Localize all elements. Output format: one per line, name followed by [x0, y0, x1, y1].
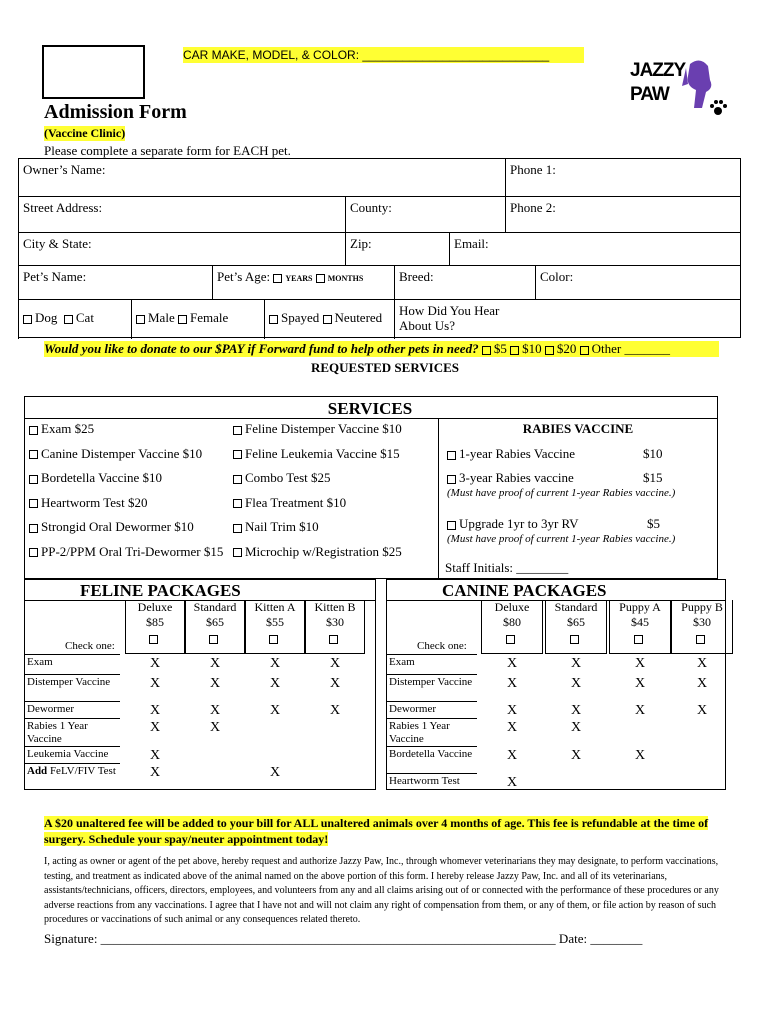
service-label: Combo Test $25: [245, 470, 331, 486]
included-mark: X: [570, 748, 582, 763]
how-hear-label: How Did You Hear About Us?: [399, 303, 500, 333]
pp2-checkbox[interactable]: [29, 548, 38, 557]
package-price: $85: [146, 615, 164, 629]
included-mark: X: [149, 720, 161, 735]
months-checkbox[interactable]: [316, 274, 325, 283]
services-title: SERVICES: [327, 399, 413, 418]
rabies-title: RABIES VACCINE: [522, 421, 634, 436]
rabies-3yr[interactable]: [447, 470, 707, 486]
included-mark: X: [570, 720, 582, 735]
altered-field: [264, 299, 394, 339]
cat-label: Cat: [75, 310, 94, 325]
rabies-proof-note-2: (Must have proof of current 1-year Rabies vaccine.): [447, 533, 676, 545]
package-row-label: Dewormer: [25, 701, 120, 718]
donate-other-checkbox[interactable]: [580, 346, 589, 355]
canine-package-1[interactable]: [545, 600, 607, 654]
species-field: [18, 299, 131, 339]
signature-line[interactable]: Signature: ______________________________________________________________________ Date: ________: [44, 931, 643, 946]
service-flea[interactable]: [233, 495, 433, 520]
feline-packages-box: [24, 579, 376, 790]
strongid-checkbox[interactable]: [29, 524, 38, 533]
included-mark: X: [209, 656, 221, 671]
fee-notice-text: A $20 unaltered fee will be added to your bill for ALL unaltered animals over 4 months of age. This fee is refundable at the time of surgery. Schedule your spay/neuter appointment today!: [44, 816, 709, 846]
rabies-divider: [438, 418, 439, 578]
service-bordetella[interactable]: [29, 470, 229, 495]
services-col1: [29, 421, 229, 569]
package-row-label: Heartworm Test: [387, 773, 477, 791]
included-mark: X: [506, 720, 518, 735]
neutered-label: Neutered: [334, 310, 383, 325]
row-label-rest: FeLV/FIV Test: [47, 765, 116, 777]
breed-field[interactable]: [394, 265, 535, 299]
nail-trim-checkbox[interactable]: [233, 524, 242, 533]
owner-info-grid: [18, 158, 741, 338]
car-info-label[interactable]: CAR MAKE, MODEL, & COLOR: ____________________________: [183, 47, 584, 63]
sex-field: [131, 299, 264, 339]
city-state-field[interactable]: [18, 232, 345, 265]
package-price: $80: [503, 615, 521, 629]
rabies-upgrade-checkbox[interactable]: [447, 521, 456, 530]
service-heartworm[interactable]: [29, 495, 229, 520]
pets-name-field[interactable]: [18, 265, 212, 299]
service-nail-trim[interactable]: [233, 519, 433, 544]
months-label: MONTHS: [327, 274, 364, 283]
included-mark: X: [149, 748, 161, 763]
package-name: Deluxe: [137, 600, 173, 614]
rabies-1yr-checkbox[interactable]: [447, 451, 456, 460]
color-field[interactable]: [535, 265, 741, 299]
add-bold-label: Add: [27, 765, 48, 777]
package-row-label: Exam: [387, 654, 477, 674]
rabies-upgrade[interactable]: [447, 516, 707, 532]
package-name: Kitten B: [314, 600, 356, 614]
pets-age-label: Pet’s Age:: [217, 269, 271, 284]
service-label: Canine Distemper Vaccine $10: [41, 445, 203, 461]
staff-initials[interactable]: Staff Initials: ________: [445, 560, 569, 575]
package-row-label: Dewormer: [387, 701, 477, 718]
package-price: $45: [631, 615, 649, 629]
jazzy-paw-logo: [628, 60, 728, 120]
included-mark: X: [149, 656, 161, 671]
package-checkbox[interactable]: [506, 635, 515, 644]
canine-package-2[interactable]: [609, 600, 671, 654]
included-mark: X: [696, 676, 708, 691]
requested-services-heading: REQUESTED SERVICES: [310, 360, 459, 375]
included-mark: X: [329, 703, 341, 718]
service-combo-test[interactable]: [233, 470, 433, 495]
service-label: Heartworm Test $20: [41, 494, 148, 510]
email-label: Email:: [454, 236, 489, 251]
donation-question: [44, 341, 719, 357]
flea-checkbox[interactable]: [233, 499, 242, 508]
included-mark: X: [269, 656, 281, 671]
included-mark: X: [506, 775, 518, 790]
female-checkbox[interactable]: [178, 315, 187, 324]
package-checkbox[interactable]: [149, 635, 158, 644]
feline-title: FELINE PACKAGES: [80, 581, 241, 600]
canine-package-0[interactable]: [481, 600, 543, 654]
service-label: Feline Leukemia Vaccine $15: [245, 445, 400, 461]
rabies-3yr-checkbox[interactable]: [447, 475, 456, 484]
package-row-label: [25, 763, 120, 790]
package-name: Standard: [554, 600, 598, 614]
phone1-field[interactable]: [505, 158, 741, 196]
service-feline-distemper[interactable]: [233, 421, 433, 446]
county-label: County:: [350, 200, 392, 215]
included-mark: X: [269, 703, 281, 718]
package-row-label: Leukemia Vaccine: [25, 746, 120, 763]
service-label: Strongid Oral Dewormer $10: [41, 519, 194, 535]
owners-name-field[interactable]: [18, 158, 505, 196]
included-mark: X: [269, 676, 281, 691]
service-label: Feline Distemper Vaccine $10: [245, 421, 402, 436]
package-row-label: Distemper Vaccine: [25, 674, 120, 701]
years-checkbox[interactable]: [273, 274, 282, 283]
services-col2: [233, 421, 433, 569]
donate-20: $20: [556, 341, 577, 356]
package-price: $55: [266, 615, 284, 629]
canine-packages-box: [386, 579, 726, 790]
dog-label: Dog: [35, 310, 58, 325]
service-label: PP-2/PPM Oral Tri-Dewormer $15: [41, 543, 224, 559]
included-mark: X: [149, 765, 161, 780]
package-row-label: Bordetella Vaccine: [387, 746, 477, 773]
photo-box: [42, 45, 145, 99]
canine-title: CANINE PACKAGES: [442, 581, 607, 600]
donate-10-checkbox[interactable]: [510, 346, 519, 355]
rabies-proof-note-1: (Must have proof of current 1-year Rabies vaccine.): [447, 487, 676, 499]
included-mark: X: [634, 656, 646, 671]
instructions: Please complete a separate form for EACH pet.: [44, 143, 291, 158]
included-mark: X: [634, 748, 646, 763]
donate-other: Other _______: [591, 341, 670, 356]
package-row-label: Rabies 1 Year Vaccine: [25, 718, 120, 746]
dog-checkbox[interactable]: [23, 315, 32, 324]
zip-field[interactable]: [345, 232, 449, 265]
phone2-label: Phone 2:: [510, 200, 556, 215]
included-mark: X: [209, 676, 221, 691]
canine-distemper-checkbox[interactable]: [29, 450, 38, 459]
fee-notice: [44, 815, 724, 847]
zip-label: Zip:: [350, 236, 372, 251]
service-microchip[interactable]: [233, 544, 433, 569]
package-row-label: Distemper Vaccine: [387, 674, 477, 701]
service-feline-leukemia[interactable]: [233, 446, 433, 471]
package-checkbox[interactable]: [634, 635, 643, 644]
donate-5-checkbox[interactable]: [482, 346, 491, 355]
package-checkbox[interactable]: [570, 635, 579, 644]
heartworm-checkbox[interactable]: [29, 499, 38, 508]
owners-name-label: Owner’s Name:: [23, 162, 106, 177]
email-field[interactable]: [449, 232, 741, 265]
consent-text: I, acting as owner or agent of the pet above, hereby request and authorize Jazzy Paw, Inc., through whomever veterinarians they may designate, to perform vaccinations, testing, and treatment as indicated above of the animal named on the above portion of this form. I hereby release Jazzy Paw, Inc. and all of its veterinarians, assistants/technicians, officers, directors, employees, and volunteers from any and all claims arising out of or connected with the performance of these procedures or any adverse reactions from any vaccinations. I agree that I have not and will not claim any right of compensation from them, or any of them, or file action by reason of such procedures or vaccinations of such animal or any consequences related thereto.: [44, 856, 719, 925]
donate-5: $5: [493, 341, 507, 356]
feline-leukemia-checkbox[interactable]: [233, 450, 242, 459]
service-pp2[interactable]: [29, 544, 229, 569]
page-title: Admission Form: [44, 101, 187, 123]
paw-print-icon: [708, 98, 728, 118]
package-price: $65: [567, 615, 585, 629]
color-label: Color:: [540, 269, 574, 284]
included-mark: X: [506, 748, 518, 763]
street-label: Street Address:: [23, 200, 103, 215]
package-price: $30: [326, 615, 344, 629]
feline-check-one: Check one:: [65, 640, 115, 652]
feline-package-1[interactable]: [185, 600, 245, 654]
included-mark: X: [209, 720, 221, 735]
cat-checkbox[interactable]: [64, 315, 73, 324]
rabies-3yr-label: 3-year Rabies vaccine: [459, 470, 574, 485]
service-label: Bordetella Vaccine $10: [41, 470, 163, 486]
feline-package-3[interactable]: [305, 600, 365, 654]
rabies-1yr-label: 1-year Rabies Vaccine: [459, 446, 575, 461]
years-label: YEARS: [285, 274, 313, 283]
canine-package-3[interactable]: [671, 600, 733, 654]
rabies-1yr-price: $10: [643, 446, 663, 461]
package-row-label: Exam: [25, 654, 120, 674]
package-price: $30: [693, 615, 711, 629]
service-canine-distemper[interactable]: [29, 446, 229, 471]
donate-20-checkbox[interactable]: [545, 346, 554, 355]
female-label: Female: [189, 310, 229, 325]
microchip-checkbox[interactable]: [233, 548, 242, 557]
package-name: Puppy A: [619, 600, 661, 614]
combo-test-checkbox[interactable]: [233, 475, 242, 484]
package-row-label: Rabies 1 Year Vaccine: [387, 718, 477, 746]
rabies-3yr-price: $15: [643, 470, 663, 485]
canine-check-one: Check one:: [417, 640, 467, 652]
included-mark: X: [696, 656, 708, 671]
package-price: $65: [206, 615, 224, 629]
included-mark: X: [506, 656, 518, 671]
package-name: Standard: [193, 600, 237, 614]
package-checkbox[interactable]: [329, 635, 338, 644]
included-mark: X: [506, 676, 518, 691]
how-hear-field[interactable]: [394, 299, 741, 339]
rabies-upgrade-label: Upgrade 1yr to 3yr RV: [459, 516, 579, 531]
service-label: Exam $25: [41, 421, 95, 436]
included-mark: X: [269, 765, 281, 780]
included-mark: X: [570, 676, 582, 691]
spayed-label: Spayed: [281, 310, 320, 325]
logo-text-2: PAW: [630, 84, 669, 105]
logo-text-1: JAZZY: [630, 60, 686, 81]
package-checkbox[interactable]: [269, 635, 278, 644]
included-mark: X: [329, 676, 341, 691]
phone1-label: Phone 1:: [510, 162, 556, 177]
package-name: Kitten A: [254, 600, 296, 614]
pets-name-label: Pet’s Name:: [23, 269, 87, 284]
package-name: Deluxe: [494, 600, 530, 614]
service-label: Microchip w/Registration $25: [245, 543, 402, 559]
package-name: Puppy B: [681, 600, 723, 614]
pets-age-field[interactable]: [212, 265, 394, 299]
included-mark: X: [149, 703, 161, 718]
included-mark: X: [634, 703, 646, 718]
city-state-label: City & State:: [23, 236, 92, 251]
page-subtitle: (Vaccine Clinic): [44, 126, 126, 140]
street-field[interactable]: [18, 196, 345, 232]
included-mark: X: [570, 656, 582, 671]
breed-label: Breed:: [399, 269, 434, 284]
service-label: Nail Trim $10: [245, 519, 319, 535]
services-header-line: [25, 418, 717, 419]
included-mark: X: [506, 703, 518, 718]
included-mark: X: [570, 703, 582, 718]
county-field[interactable]: [345, 196, 505, 232]
donation-text: Would you like to donate to our $PAY if Forward fund to help other pets in need?: [44, 341, 479, 356]
included-mark: X: [634, 676, 646, 691]
rabies-upgrade-price: $5: [647, 516, 660, 531]
phone2-field[interactable]: [505, 196, 741, 232]
included-mark: X: [209, 703, 221, 718]
feline-distemper-checkbox[interactable]: [233, 426, 242, 435]
bordetella-checkbox[interactable]: [29, 475, 38, 484]
male-checkbox[interactable]: [136, 315, 145, 324]
included-mark: X: [696, 703, 708, 718]
feline-package-2[interactable]: [245, 600, 305, 654]
package-checkbox[interactable]: [696, 635, 705, 644]
included-mark: X: [149, 676, 161, 691]
donate-10: $10: [522, 341, 542, 356]
included-mark: X: [329, 656, 341, 671]
service-exam[interactable]: [29, 421, 229, 446]
spayed-checkbox[interactable]: [269, 315, 278, 324]
rabies-1yr[interactable]: [447, 446, 707, 462]
feline-package-0[interactable]: [125, 600, 185, 654]
neutered-checkbox[interactable]: [323, 315, 332, 324]
services-box: [24, 396, 718, 579]
package-checkbox[interactable]: [209, 635, 218, 644]
male-label: Male: [148, 310, 175, 325]
service-label: Flea Treatment $10: [245, 494, 347, 510]
exam-checkbox[interactable]: [29, 426, 38, 435]
service-strongid[interactable]: [29, 519, 229, 544]
